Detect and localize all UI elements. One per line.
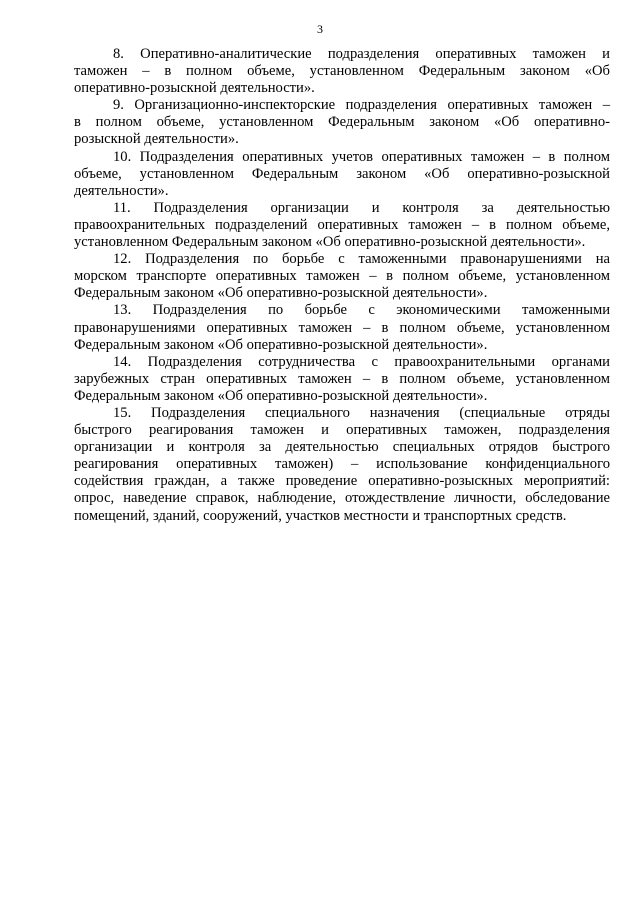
text-line: помещений, зданий, сооружений, участков местности и транспортных средств. <box>74 507 567 524</box>
text-line: Федеральным законом «Об оперативно-розыскной деятельности». <box>74 387 488 404</box>
text-line: правоохранительных подразделений оперативных таможен – в полном объеме, <box>74 216 610 233</box>
text-line: установленном Федеральным законом «Об оперативно-розыскной деятельности». <box>74 234 586 251</box>
text-line: 10. Подразделения оперативных учетов оперативных таможен – в полном <box>113 148 610 165</box>
text-line: Федеральным законом «Об оперативно-розыскной деятельности». <box>74 336 488 353</box>
text-line: содействия граждан, а также проведение оперативно-розыскных мероприятий: <box>74 473 610 490</box>
text-line: оперативно-розыскной деятельности». <box>74 80 315 97</box>
text-line: в полном объеме, установленном Федеральным законом «Об оперативно- <box>74 114 610 131</box>
paragraph-11 <box>74 200 610 251</box>
paragraph-15 <box>74 405 610 525</box>
text-line: 8. Оперативно-аналитические подразделения оперативных таможен и <box>113 46 610 62</box>
paragraph-10 <box>74 149 610 200</box>
text-line: 14. Подразделения сотрудничества с правоохранительными органами <box>113 353 610 370</box>
text-line: деятельности». <box>74 182 169 199</box>
text-line: розыскной деятельности». <box>74 131 239 148</box>
paragraph-14 <box>74 354 610 405</box>
paragraph-9 <box>74 97 610 148</box>
text-line: Федеральным законом «Об оперативно-розыскной деятельности». <box>74 285 488 302</box>
text-line: объеме, установленном Федеральным законом «Об оперативно-розыскной <box>74 165 610 182</box>
text-line: морском транспорте оперативных таможен – в полном объеме, установленном <box>74 268 610 285</box>
text-line: правонарушениями оперативных таможен – в полном объеме, установленном <box>74 319 610 336</box>
paragraph-12 <box>74 251 610 302</box>
text-line: 12. Подразделения по борьбе с таможенными правонарушениями на <box>113 251 610 268</box>
text-line: быстрого реагирования таможен и оперативных таможен, подразделения <box>74 422 610 439</box>
text-line: зарубежных стран оперативных таможен – в полном объеме, установленном <box>74 370 610 387</box>
text-line: 15. Подразделения специального назначения (специальные отряды <box>113 404 610 421</box>
paragraph-8 <box>74 46 610 97</box>
paragraph-13 <box>74 302 610 353</box>
page-number: 3 <box>317 22 323 36</box>
text-line: организации и контроля за деятельностью специальных отрядов быстрого <box>74 439 610 456</box>
text-line: опрос, наведение справок, наблюдение, отождествление личности, обследование <box>74 490 610 507</box>
text-line: 11. Подразделения организации и контроля за деятельностью <box>113 199 610 216</box>
text-line: 13. Подразделения по борьбе с экономическими таможенными <box>113 302 610 319</box>
text-line: реагирования оперативных таможен) – использование конфиденциального <box>74 456 610 473</box>
text-line: таможен – в полном объеме, установленном Федеральным законом «Об <box>74 63 610 80</box>
document-body <box>74 46 610 525</box>
text-line: 9. Организационно-инспекторские подразделения оперативных таможен – <box>113 97 610 114</box>
